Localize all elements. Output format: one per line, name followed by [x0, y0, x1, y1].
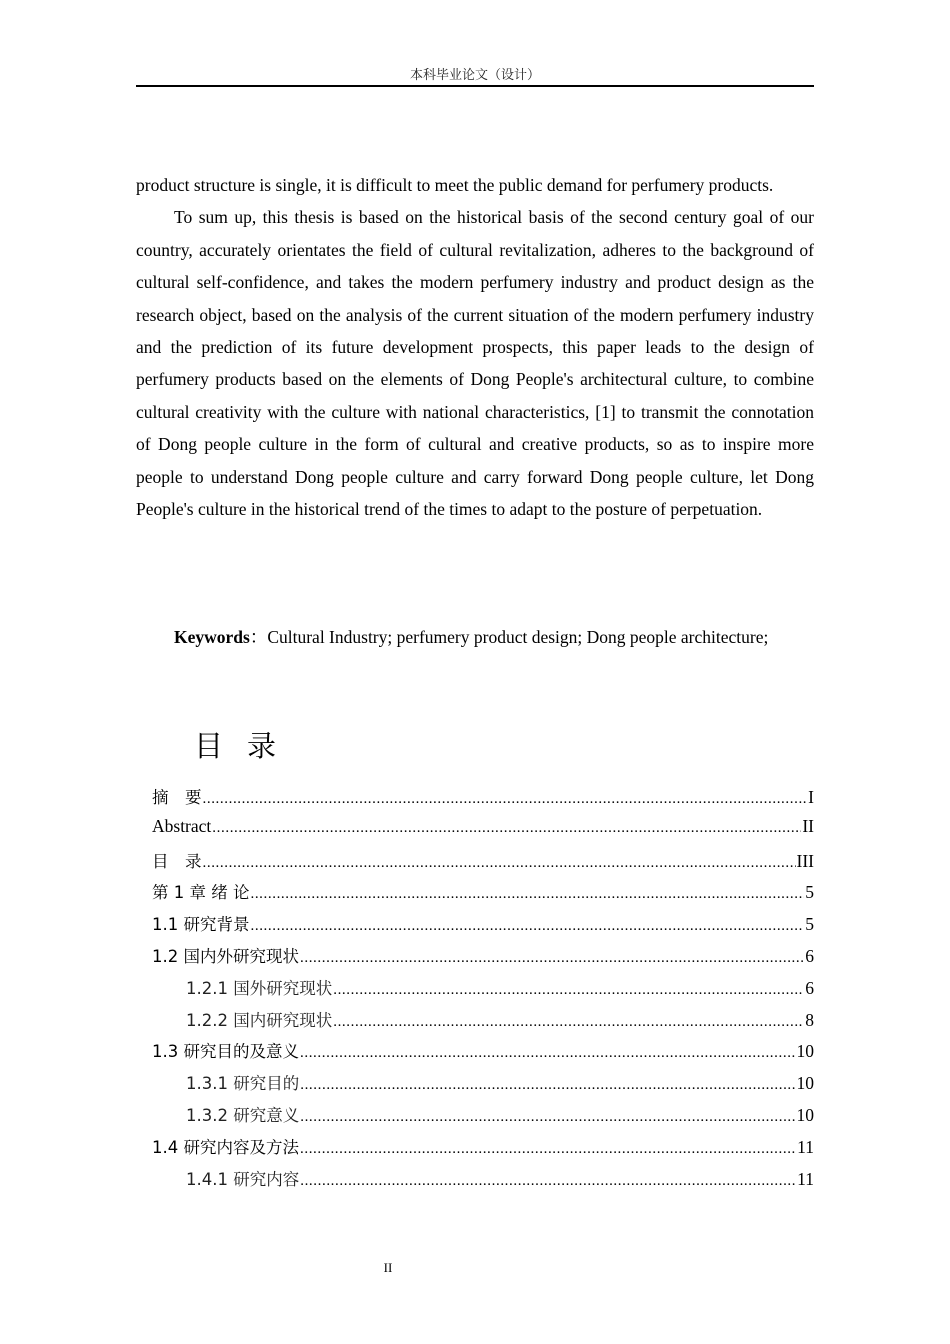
toc-entry-page: 11: [797, 1136, 814, 1157]
toc-entry-1-4-1[interactable]: [152, 1166, 814, 1198]
toc-leader-dots: [300, 1042, 796, 1062]
keywords-label: Keywords: [174, 627, 250, 647]
toc-entry-title: 1.4 研究内容及方法: [152, 1137, 299, 1157]
toc-leader-dots: [250, 883, 804, 903]
toc-leader-dots: [300, 1170, 796, 1190]
toc-entry-title: 第 1 章 绪 论: [152, 883, 250, 903]
toc-leader-dots: [251, 915, 805, 935]
toc-entry-chapter-1[interactable]: [152, 879, 814, 911]
toc-entry-page: 11: [797, 1168, 814, 1189]
toc-entry-page: 10: [796, 1104, 814, 1125]
toc-entry-page: 6: [805, 945, 814, 966]
toc-leader-dots: [333, 1011, 804, 1031]
toc-entry-title: 1.3.2 研究意义: [186, 1105, 300, 1125]
toc-leader-dots: [300, 1138, 796, 1158]
toc-entry-page: 5: [805, 882, 814, 903]
toc-leader-dots: [300, 947, 804, 967]
toc-leader-dots: [203, 852, 796, 872]
toc-entry-title: 1.4.1 研究内容: [186, 1169, 300, 1189]
toc-leader-dots: [300, 1106, 795, 1126]
toc-entry-page: 10: [796, 1073, 814, 1094]
toc-entry-1-4[interactable]: [152, 1134, 814, 1166]
toc-entry-1-2[interactable]: [152, 943, 814, 975]
toc-entry-title: 1.2.1 国外研究现状: [186, 978, 333, 998]
toc-entry-title: 1.2.2 国内研究现状: [186, 1010, 333, 1030]
toc-entry-page: II: [802, 815, 814, 836]
toc-entry-1-1[interactable]: [152, 911, 814, 943]
toc-entry-title: 1.3.1 研究目的: [186, 1074, 300, 1094]
header-rule: [136, 85, 814, 87]
toc-entry-title: 1.2 国内外研究现状: [152, 946, 299, 966]
abstract-body: [136, 169, 814, 525]
toc-entry-1-2-2[interactable]: [152, 1007, 814, 1039]
toc-entry-abstract[interactable]: [152, 816, 814, 848]
toc-entry-title: Abstract: [152, 815, 212, 836]
toc-entry-title: 目 录: [152, 851, 202, 871]
table-of-contents: [152, 784, 814, 1197]
toc-title: 目录: [194, 729, 301, 763]
toc-entry-1-3-1[interactable]: [152, 1070, 814, 1102]
toc-entry-page: 8: [805, 1009, 814, 1030]
toc-entry-title: 1.1 研究背景: [152, 915, 250, 935]
toc-leader-dots: [203, 788, 808, 808]
keywords-text: ：Cultural Industry; perfumery product design; Dong people architecture;: [249, 627, 769, 647]
toc-leader-dots: [300, 1074, 795, 1094]
abstract-paragraph-1: product structure is single, it is difficult to meet the public demand for perfumery products.: [136, 175, 774, 195]
toc-leader-dots: [333, 979, 804, 999]
toc-entry-page: III: [796, 850, 814, 871]
toc-entry-title: 摘 要: [152, 788, 202, 807]
page-number: II: [383, 1260, 393, 1275]
toc-entry-title: 1.3 研究目的及意义: [152, 1042, 299, 1062]
toc-leader-dots: [212, 817, 801, 837]
toc-entry-page: I: [808, 787, 814, 807]
toc-entry-zhaiyao[interactable]: [152, 784, 814, 816]
page-header: 本科毕业论文（设计）: [409, 68, 540, 83]
toc-entry-1-3-2[interactable]: [152, 1102, 814, 1134]
abstract-paragraph-2: To sum up, this thesis is based on the historical basis of the second century goal of our country, accurately orientates the field of cultural revitalization, adheres to the background of cultural self-confidence, and takes the modern perfumery industry and product design as the research object, based on the analysis of the current situation of the modern perfumery industry and the prediction of its future development prospects, this paper leads to the design of perfumery products based on the elements of Dong People's architectural culture, to combine cultural creativity with the culture with national characteristics, [1] to transmit the connotation of Dong people culture in the form of cultural and creative products, so as to inspire more people to understand Dong people culture and carry forward Dong people culture, let Dong People's culture in the historical trend of the times to adapt to the posture of perpetuation.: [136, 207, 814, 520]
toc-entry-page: 6: [805, 977, 814, 998]
toc-entry-mulu[interactable]: [152, 848, 814, 880]
toc-entry-1-2-1[interactable]: [152, 975, 814, 1007]
toc-entry-1-3[interactable]: [152, 1038, 814, 1070]
toc-entry-page: 10: [796, 1041, 814, 1062]
toc-entry-page: 5: [805, 914, 814, 935]
keywords-line: [136, 621, 814, 653]
